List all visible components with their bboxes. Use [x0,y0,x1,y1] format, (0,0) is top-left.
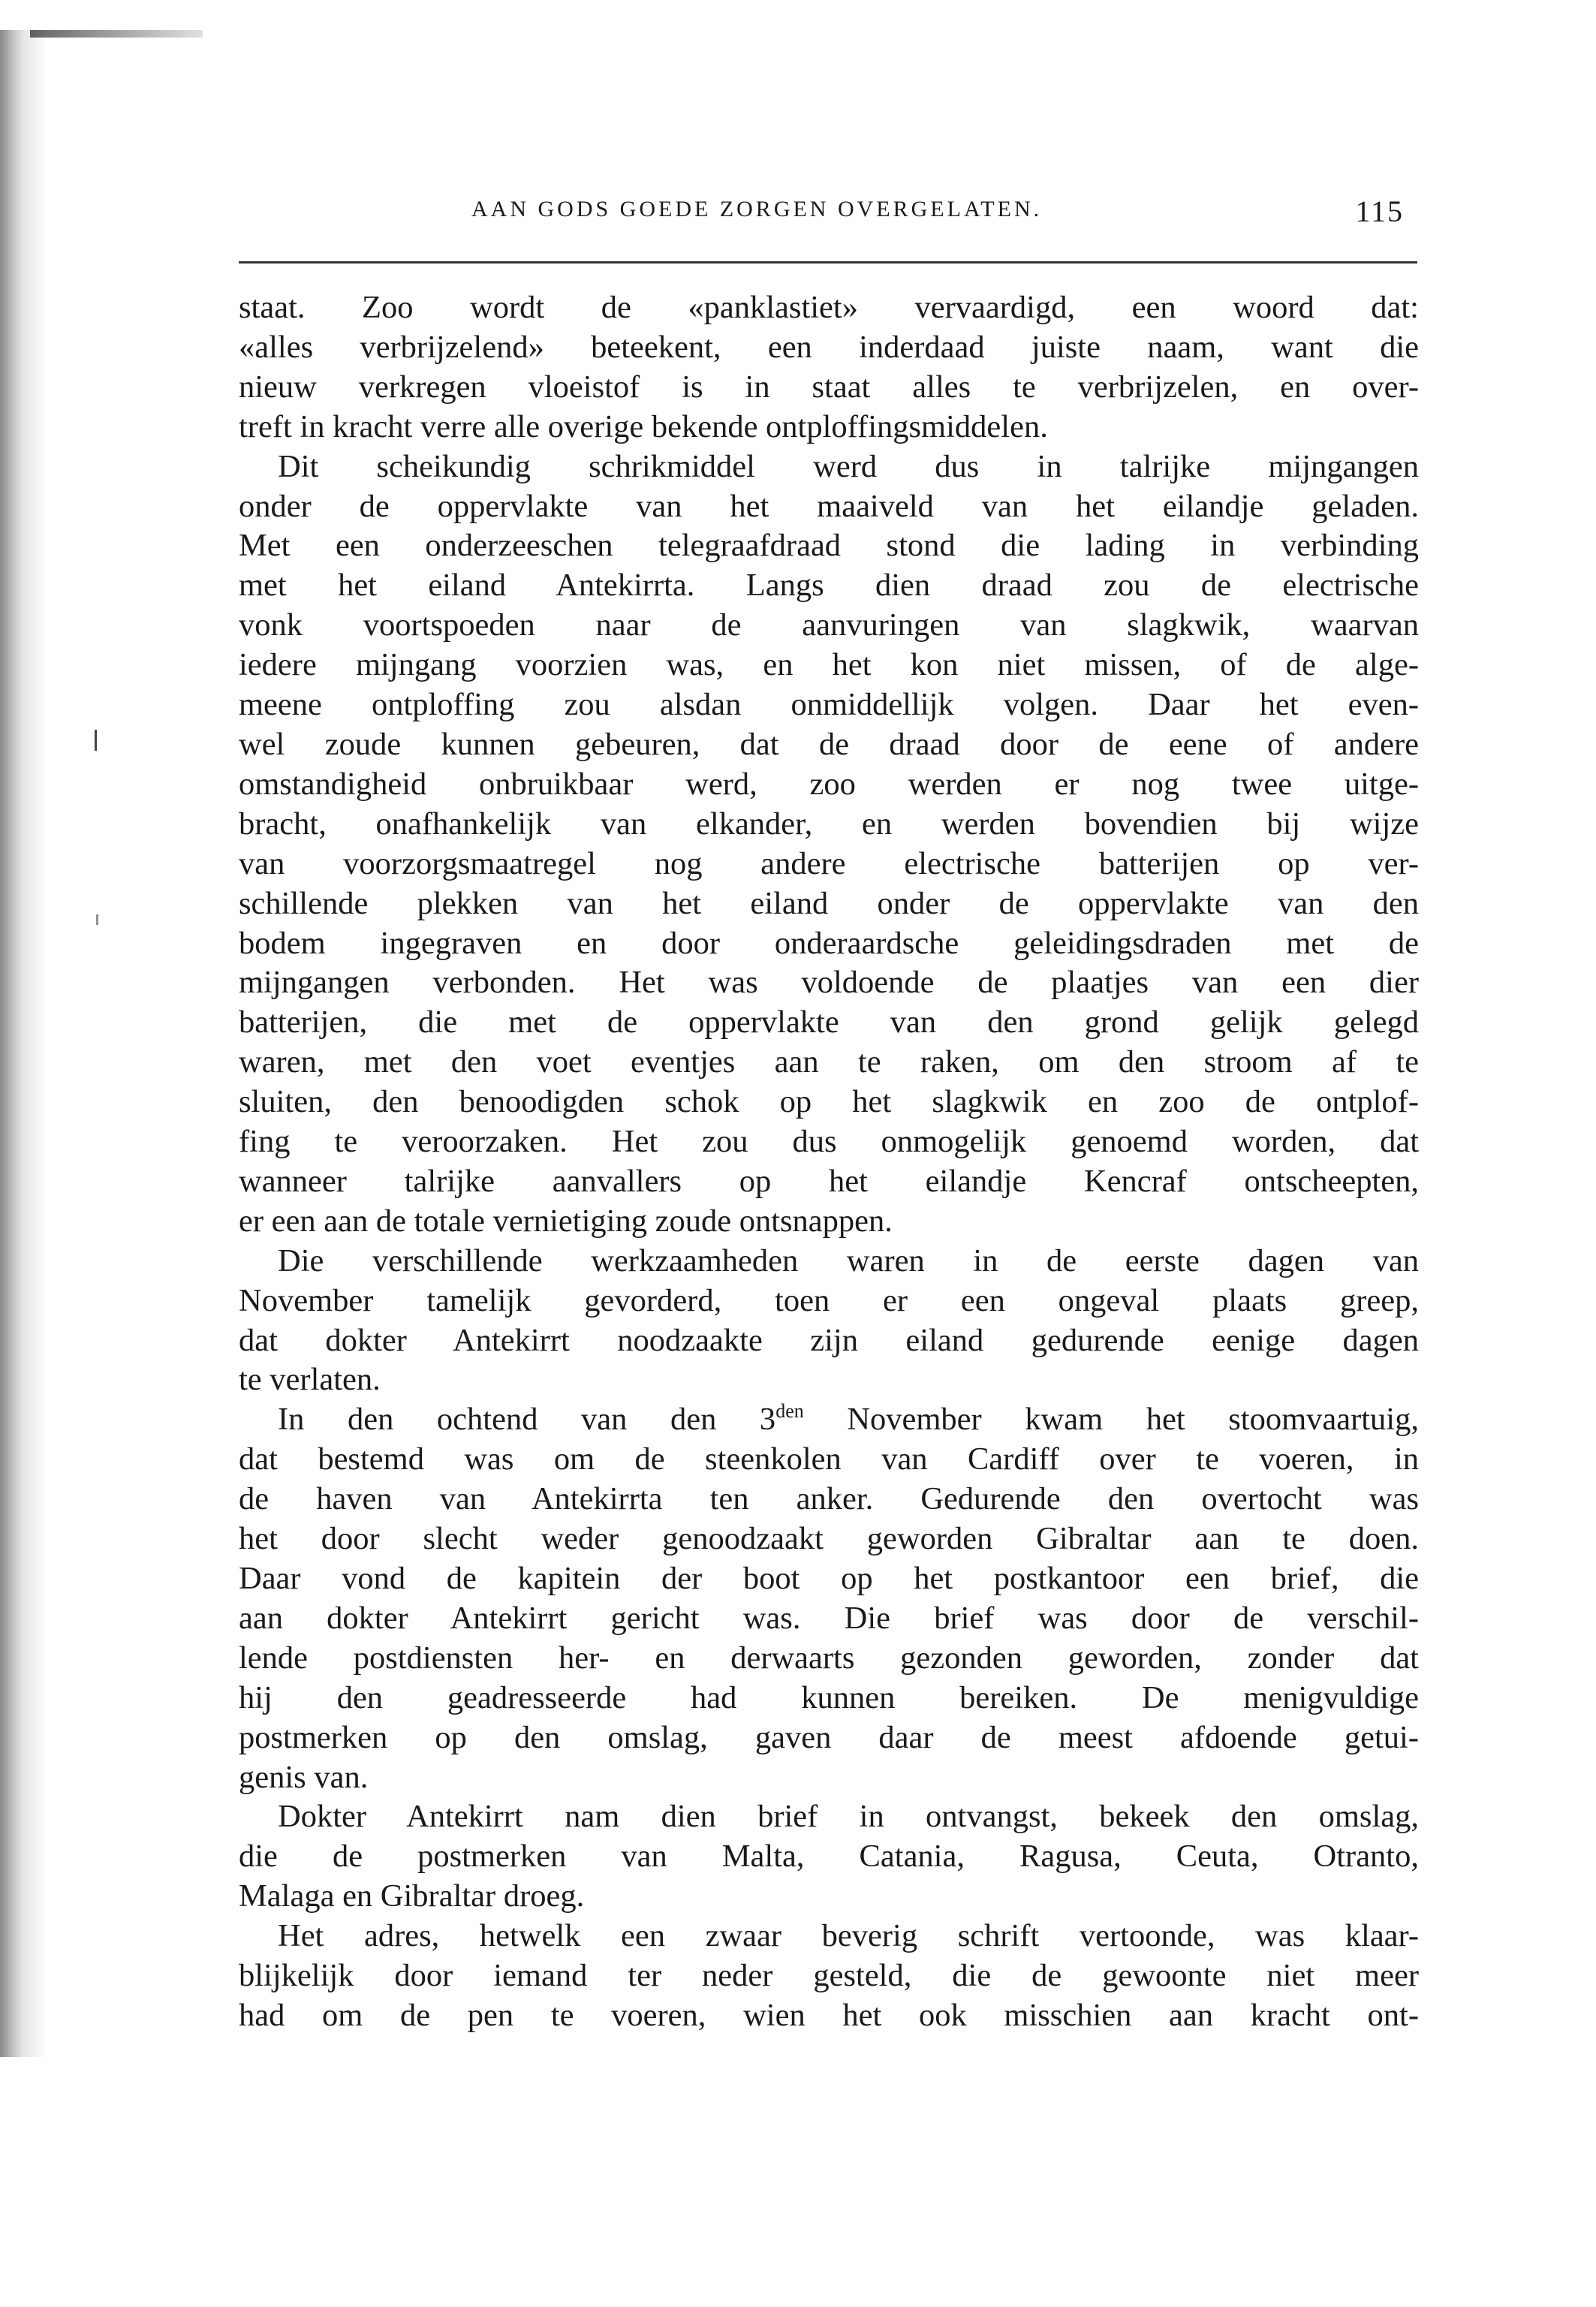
paragraph-3 [239,1242,1419,1401]
text-line: sluiten, den benoodigden schok op het slagkwik en zoo de ontplof- [239,1084,1419,1120]
text-line: Die verschillende werkzaamheden waren in de eerste dagen van [278,1242,1419,1278]
text-line: staat. Zoo wordt de «panklastiet» vervaardigd, een woord dat: [239,290,1419,325]
text-line: onder de oppervlakte van het maaiveld van het eilandje geladen. [239,488,1419,524]
text-line: bracht, onafhankelijk van elkander, en werden bovendien bij wijze [239,806,1419,842]
text-line: die de postmerken van Malta, Catania, Ragusa, Ceuta, Otranto, [239,1839,1419,1875]
text-line: dat dokter Antekirrt noodzaakte zijn eiland gedurende eenige dagen [239,1322,1419,1358]
paragraph-4 [239,1400,1419,1797]
paragraph-6 [239,1917,1419,2036]
binding-shadow [0,30,47,2057]
text-line: had om de pen te voeren, wien het ook misschien aan kracht ont- [239,1997,1419,2033]
running-header [240,194,1419,242]
text-line: wel zoude kunnen gebeuren, dat de draad door de eene of andere [239,726,1419,762]
text-line: Het adres, hetwelk een zwaar beverig schrift vertoonde, was klaar- [278,1918,1419,1954]
text-line: genis van. [239,1759,369,1795]
text-line: dat bestemd was om de steenkolen van Cardiff over te voeren, in [239,1441,1419,1477]
text-line: schillende plekken van het eiland onder de oppervlakte van den [239,885,1419,921]
body-text [239,288,1419,2036]
text-fragment: In den ochtend van den 3 [278,1402,776,1438]
margin-mark [96,914,98,925]
text-line: Dit scheikundig schrikmiddel werd dus in talrijke mijngangen [278,448,1419,484]
text-fragment: November kwam het stoomvaartuig, [803,1402,1419,1438]
text-line: Daar vond de kapitein der boot op het postkantoor een brief, die [239,1561,1419,1596]
text-line: van voorzorgsmaatregel nog andere electrische batterijen op ver- [239,845,1419,881]
text-line: lende postdiensten her- en derwaarts gezonden geworden, zonder dat [239,1640,1419,1676]
paragraph-5 [239,1797,1419,1917]
text-line: treft in kracht verre alle overige bekende ontploffingsmiddelen. [239,408,1048,444]
text-line: Met een onderzeeschen telegraafdraad stond die lading in verbinding [239,528,1419,564]
text-line: vonk voortspoeden naar de aanvuringen van slagkwik, waarvan [239,607,1419,643]
running-title: AAN GODS GOEDE ZORGEN OVERGELATEN. [471,197,1043,221]
text-line: Malaga en Gibraltar droeg. [239,1878,585,1914]
text-line: «alles verbrijzelend» beteekent, een inderdaad juiste naam, want die [239,329,1419,365]
text-line: aan dokter Antekirrt gericht was. Die brief was door de verschil- [239,1600,1419,1636]
text-line: te verlaten. [239,1362,381,1398]
text-line: iedere mijngang voorzien was, en het kon niet missen, of de alge- [239,647,1419,683]
text-line: November tamelijk gevorderd, toen er een ongeval plaats greep, [239,1282,1419,1318]
paragraph-1 [239,288,1419,447]
text-line: Dokter Antekirrt nam dien brief in ontvangst, bekeek den omslag, [278,1799,1419,1835]
text-line: de haven van Antekirrta ten anker. Gedurende den overtocht was [239,1481,1419,1517]
text-line: mijngangen verbonden. Het was voldoende de plaatjes van een dier [239,965,1419,1001]
text-line: batterijen, die met de oppervlakte van den grond gelijk gelegd [239,1004,1419,1041]
header-rule [239,261,1417,264]
text-line: het door slecht weder genoodzaakt geworden Gibraltar aan te doen. [239,1521,1419,1557]
text-line: omstandigheid onbruikbaar werd, zoo werden er nog twee uitge- [239,766,1419,802]
margin-mark [95,730,97,751]
text-line: hij den geadresseerde had kunnen bereiken. De menigvuldige [239,1679,1419,1715]
text-line: fing te veroorzaken. Het zou dus onmogelijk genoemd worden, dat [239,1124,1419,1160]
text-line: wanneer talrijke aanvallers op het eilandje Kencraf ontscheepten, [239,1163,1419,1199]
text-line: met het eiland Antekirrta. Langs dien draad zou de electrische [239,568,1419,604]
text-line: nieuw verkregen vloeistof is in staat alles te verbrijzelen, en over- [239,369,1419,405]
text-line: waren, met den voet eventjes aan te raken, om den stroom af te [239,1044,1419,1080]
page-number: 115 [1355,194,1404,228]
text-line: blijkelijk door iemand ter neder gesteld, die de gewoonte niet meer [239,1958,1419,1994]
superscript: den [775,1400,804,1423]
text-line: bodem ingegraven en door onderaardsche geleidingsdraden met de [239,925,1419,961]
text-line: er een aan de totale vernietiging zoude ontsnappen. [239,1203,893,1239]
text-line: postmerken op den omslag, gaven daar de meest afdoende getui- [239,1719,1419,1755]
text-line [239,1400,1419,1440]
paragraph-2 [239,447,1419,1242]
text-line: meene ontploffing zou alsdan onmiddellijk volgen. Daar het even- [239,687,1419,723]
binding-shadow-top [30,30,203,38]
